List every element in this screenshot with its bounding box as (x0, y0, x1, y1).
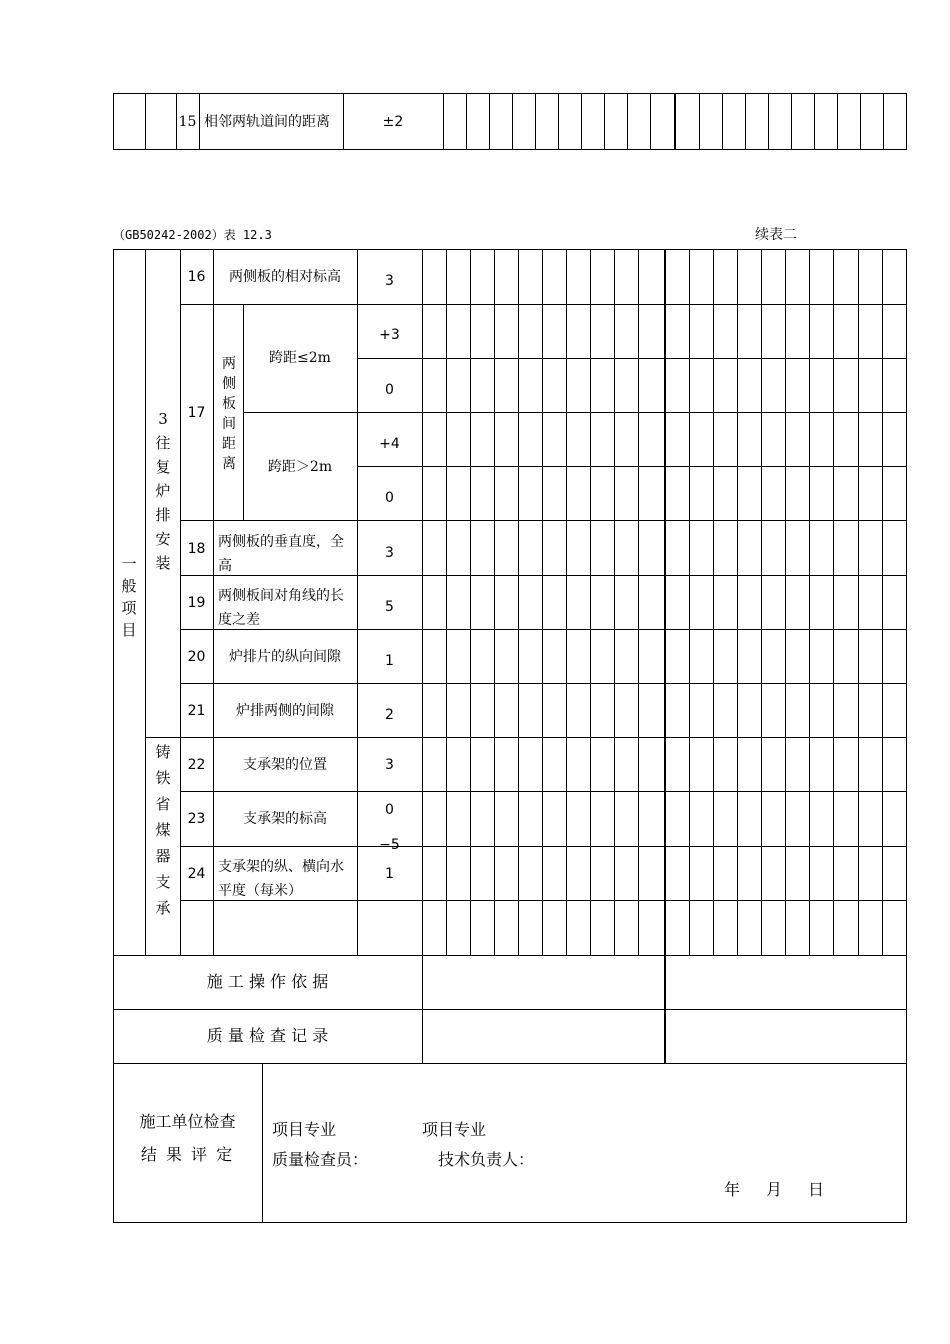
row17-item: 两侧板间距离 (222, 356, 236, 472)
row23-item: 支承架的标高 (243, 811, 327, 827)
group-reciprocating-grate: 3往复炉排安装 (155, 410, 171, 572)
evaluation-label-line2: 结 果 评 定 (140, 1145, 235, 1164)
row19-item: 两侧板间对角线的长度之差 (218, 588, 344, 628)
row24-tolerance: 1 (385, 866, 394, 882)
inspector-label-line1: 项目专业 (272, 1120, 337, 1139)
construction-basis-label: 施 工 操 作 依 据 (206, 972, 329, 991)
date-day: 日 (808, 1180, 825, 1199)
date-year: 年 (724, 1180, 741, 1199)
tech-lead-label-line1: 项目专业 (422, 1120, 487, 1139)
row21-item: 炉排两侧的间隙 (236, 703, 334, 719)
row15-item: 相邻两轨道间的距离 (204, 114, 330, 130)
row23-tolerance-bottom: −5 (379, 837, 400, 853)
row21-tolerance: 2 (385, 707, 394, 723)
row20-tolerance: 1 (385, 653, 394, 669)
quality-record-label: 质 量 检 查 记 录 (206, 1026, 329, 1045)
row17-span-gt-label: 跨距＞2m (267, 459, 333, 475)
row16-item: 两侧板的相对标高 (229, 269, 341, 285)
row17-span-le-minus: 0 (385, 382, 394, 398)
row16-number: 16 (187, 269, 206, 285)
row23-tolerance-top: 0 (385, 802, 394, 818)
tech-lead-label-line2: 技术负责人： (438, 1150, 535, 1169)
evaluation-label-line1: 施工单位检查 (139, 1112, 236, 1131)
row22-tolerance: 3 (385, 757, 394, 773)
row18-number: 18 (187, 541, 206, 557)
row17-span-le-label: 跨距≤2m (269, 350, 331, 366)
row23-tolerance-bottom-clip (357, 834, 422, 853)
standard-reference: （GB50242-2002）表 12.3 (113, 228, 272, 242)
row24-item: 支承架的纵、横向水平度（每米） (218, 859, 344, 899)
row21-number: 21 (187, 703, 206, 719)
row15-tolerance: ±2 (382, 114, 404, 130)
row16-tolerance: 3 (385, 273, 394, 289)
row15-number: 15 (178, 114, 197, 130)
group-cast-iron-economizer: 铸铁省煤器支承 (155, 743, 171, 917)
row19-number: 19 (187, 595, 206, 611)
continuation-label: 续表二 (755, 227, 797, 243)
row18-tolerance: 3 (385, 545, 394, 561)
row17-number: 17 (187, 405, 206, 421)
row17-span-gt-plus: +4 (379, 436, 400, 452)
row20-item: 炉排片的纵向间隙 (229, 649, 341, 665)
inspector-label-line2: 质量检查员： (272, 1150, 369, 1169)
row23-number: 23 (187, 811, 206, 827)
row17-span-le-plus: +3 (379, 327, 400, 343)
category-general-items: 一般项目 (121, 555, 137, 639)
row20-number: 20 (187, 649, 206, 665)
row24-number: 24 (187, 866, 206, 882)
row19-tolerance: 5 (385, 599, 394, 615)
row22-number: 22 (187, 757, 206, 773)
row18-item: 两侧板的垂直度，全高 (218, 534, 344, 574)
row17-span-gt-minus: 0 (385, 490, 394, 506)
date-month: 月 (766, 1180, 783, 1199)
row22-item: 支承架的位置 (243, 757, 327, 773)
